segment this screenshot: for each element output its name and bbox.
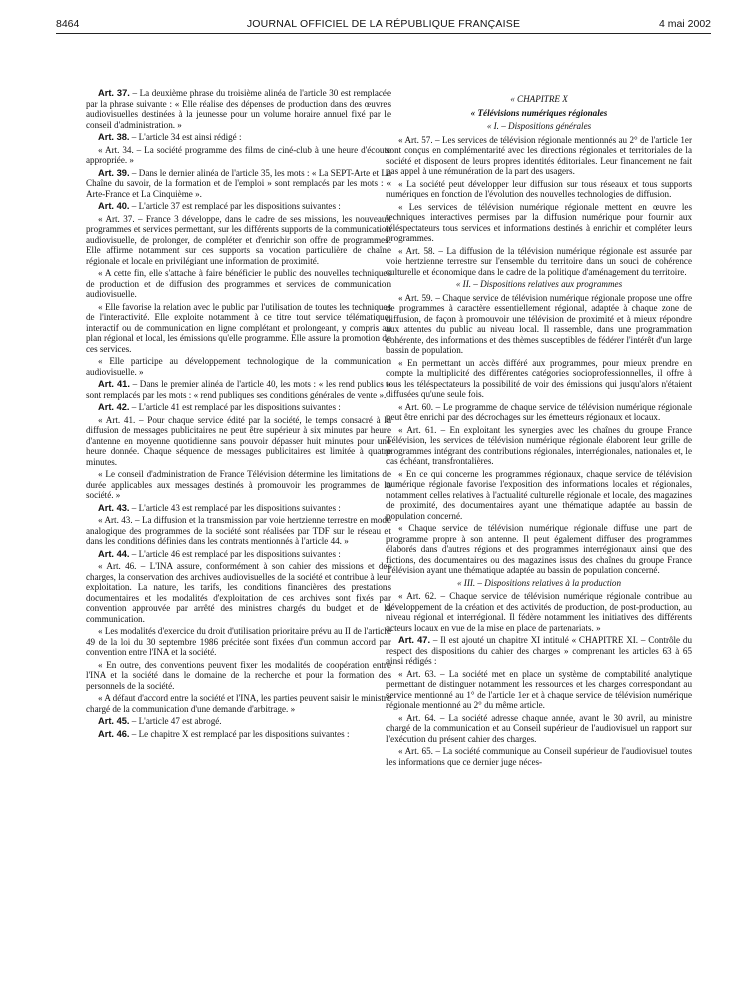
paragraph-text: – L'article 41 est remplacé par les dispositions suivantes :: [129, 402, 341, 412]
paragraph: [86, 729, 391, 740]
paragraph-text: « A cette fin, elle s'attache à faire bénéficier le public des nouvelles techniques de production et de diffusion des programmes et services de communication audiovisuelle.: [86, 268, 391, 299]
article-number: Art. 40.: [98, 201, 130, 211]
paragraph-text: – L'article 46 est remplacé par les dispositions suivantes :: [129, 548, 341, 559]
paragraph: [386, 293, 692, 356]
paragraph-text: « Art. 62. – Chaque service de télévision numérique régionale contribue au développement de la création et des activités de production, de post-production, au niveau régional et interrégional. Il fédère notamment les initiatives des différents acteurs locaux en vue de la mise en place de partenariats. »: [386, 591, 692, 633]
paragraph: [86, 302, 391, 355]
section-heading: « III. – Dispositions relatives à la production: [456, 577, 621, 588]
article-number: Art. 44.: [98, 548, 130, 559]
article-number: Art. 37.: [98, 88, 130, 98]
paragraph: [86, 626, 391, 658]
paragraph-text: « Les modalités d'exercice du droit d'utilisation prioritaire prévu au II de l'article 49 de la loi du 30 septembre 1986 précitée sont fixées d'un commun accord par convention entre l'INA et la société.: [86, 626, 391, 657]
paragraph-text: « Art. 60. – Le programme de chaque service de télévision numérique régionale peut être enrichi par des décrochages sur les émetteurs régionaux et locaux.: [386, 401, 692, 422]
paragraph-text: – Dans le dernier alinéa de l'article 35, les mots : « La SEPT-Arte et La Chaîne du savoir, de la formation et de l'emploi » sont remplacés par les mots : « Arte-France et La Cinquième ».: [86, 167, 391, 199]
paragraph: [86, 356, 391, 377]
paragraph: [386, 246, 692, 278]
paragraph-text: « Art. 65. – La société communique au Conseil supérieur de l'audiovisuel toutes les informations que ce dernier juge néces-: [386, 746, 692, 767]
paragraph: [86, 469, 391, 501]
paragraph-text: « A défaut d'accord entre la société et l'INA, les parties peuvent saisir le ministre chargé de la communication d'une demande d'arbitrage. »: [86, 693, 391, 714]
section-heading: « I. – Dispositions générales: [486, 121, 592, 131]
section-heading: « II. – Dispositions relatives aux programmes: [455, 279, 623, 289]
article-number: Art. 41.: [98, 379, 130, 389]
paragraph: [86, 145, 391, 166]
paragraph-text: – L'article 47 est abrogé.: [129, 716, 222, 726]
paragraph-text: « Art. 37. – France 3 développe, dans le cadre de ses missions, les nouveaux programmes et services permettant, sur les différents supports de la communication audiovisuelle, de prolonger, de compléter et d'enrichir son offre de programmes. Elle affirme notamment sur ces supports sa vocation particulière de chaîne régionale et locale en privilégiant une information de proximité.: [86, 213, 391, 266]
left-column: [86, 88, 391, 741]
paragraph-text: « En ce qui concerne les programmes régionaux, chaque service de télévision numérique régionale favorise l'exposition des informations locales et régionales, notamment celles relatives à l'actualité culturelle régionale et locale, des magazines de proximité, des documentaires ayant une thématique adaptée au bassin de population concerné.: [386, 468, 692, 521]
paragraph: [86, 415, 391, 468]
paragraph-text: « Art. 57. – Les services de télévision régionale mentionnés au 2° de l'article 1er sont conçus en complémentarité avec les directions régionales et territoriales de la société et disposent de leurs propres identités éditoriales. Leur financement ne fait pas appel à une rémunération de la part des usagers.: [386, 134, 692, 176]
paragraph: [386, 713, 692, 745]
publication-date: 4 mai 2002: [659, 18, 711, 30]
article-number: Art. 38.: [98, 132, 130, 142]
paragraph-text: « Art. 46. – L'INA assure, conformément à son cahier des missions et des charges, la conservation des archives audiovisuelles de la société et contribue à leur exploitation. La nature, les tarifs, les conditions financières des prestations documentaires et les modalités d'exploitation de ces archives sont fixés par convention approuvée par arrêté des ministres chargés du budget et de la communication.: [86, 561, 391, 624]
paragraph-text: – Le chapitre X est remplacé par les dispositions suivantes :: [129, 728, 350, 739]
paragraph: [86, 693, 391, 714]
paragraph: [86, 168, 391, 200]
paragraph: [86, 132, 391, 143]
paragraph-text: – L'article 43 est remplacé par les dispositions suivantes :: [129, 502, 341, 513]
paragraph-text: « Art. 59. – Chaque service de télévision numérique régionale propose une offre de programmes à caractère essentiellement régional, adaptée à chaque zone de diffusion, de façon à promouvoir une télévision de proximité et à mieux répondre aux attentes du public au niveau local. Il rassemble, dans une programmation cohérente, des informations et des thèmes susceptibles de fédérer l'intérêt d'un large bassin de population.: [386, 292, 692, 355]
right-column: [386, 92, 692, 769]
paragraph-text: « Elle participe au développement technologique de la communication audiovisuelle. »: [86, 356, 391, 377]
paragraph-text: « La société peut développer leur diffusion sur tous réseaux et tous supports numériques en fonction de l'évolution des nouvelles technologies de diffusion.: [386, 178, 692, 199]
paragraph-text: « Art. 64. – La société adresse chaque année, avant le 30 avril, au ministre chargé de la communication et au Conseil supérieur de l'audiovisuel un rapport sur l'exécution du présent cahier des charges.: [386, 712, 692, 744]
paragraph: [386, 669, 692, 711]
paragraph-text: – L'article 37 est remplacé par les dispositions suivantes :: [129, 201, 341, 211]
paragraph-text: « Art. 63. – La société met en place un système de comptabilité analytique permettant de distinguer notamment les ressources et les charges correspondant au service mentionné au 1° de l'article 1er et à chaque service de télévision numérique régionale mentionné au 2° du même article.: [386, 668, 692, 710]
paragraph: [86, 214, 391, 267]
paragraph: [86, 561, 391, 624]
paragraph-text: « Art. 58. – La diffusion de la télévision numérique régionale est assurée par voie hertzienne terrestre sur l'ensemble du territoire dans un souci de cohérence culturelle et économique dans le cadre de la politique d'aménagement du territoire.: [386, 245, 692, 277]
paragraph-text: « Le conseil d'administration de France Télévision détermine les limitations de durée applicables aux messages destinés à promouvoir les programmes de la société. »: [86, 469, 391, 500]
paragraph: [386, 635, 692, 667]
article-number: Art. 47.: [398, 635, 431, 645]
article-number: Art. 43.: [98, 502, 130, 513]
paragraph-text: « Art. 34. – La société programme des films de ciné-club à une heure d'écoute appropriée. »: [86, 144, 391, 165]
paragraph: [386, 523, 692, 576]
paragraph-text: « Chaque service de télévision numérique régionale diffuse une part de programme propre à son antenne. Il peut également diffuser des programmes élaborés dans d'autres régions et des programmes interrégionaux ainsi que des fictions, des documentaires ou des magazines issus des chaînes du groupe France Télévision ayant une thématique adaptée au bassin de population concerné.: [386, 523, 692, 575]
article-number: Art. 46.: [98, 728, 130, 739]
paragraph: [386, 135, 692, 177]
paragraph: [86, 549, 391, 560]
paragraph-text: « Les services de télévision numérique régionale mettent en œuvre les techniques interactives permises par la diffusion numérique pour fournir aux téléspectateurs tous services et informations destinés à enrichir et compléter leurs programmes.: [386, 201, 692, 243]
page-number: 8464: [56, 18, 80, 30]
paragraph-text: – La deuxième phrase du troisième alinéa de l'article 30 est remplacée par la phrase suivante : « Elle réalise des dépenses de production dans des œuvres audiovisuelles destinées à la jeunesse pour un volume horaire annuel fixé par le conseil d'administration. »: [86, 88, 391, 130]
paragraph: [86, 503, 391, 514]
paragraph-text: – L'article 34 est ainsi rédigé :: [129, 132, 242, 142]
paragraph: [86, 515, 391, 547]
paragraph-text: – Il est ajouté un chapitre XI intitulé « CHAPITRE XI. – Contrôle du respect des dispositions du cahier des charges » comprenant les articles 63 à 65 ainsi rédigés :: [386, 635, 692, 666]
article-number: Art. 39.: [98, 167, 130, 178]
paragraph-text: « En permettant un accès différé aux programmes, pour mieux prendre en compte la multiplicité des différentes catégories socioprofessionnelles, il offre à tous les téléspectateurs la possibilité de voir des émissions qui jusqu'alors n'étaient diffusées qu'une seule fois.: [386, 357, 692, 399]
paragraph-text: « Art. 41. – Pour chaque service édité par la société, le temps consacré à la diffusion de messages publicitaires ne peut être supérieur à six minutes par heure d'antenne en moyenne quotidienne sans pouvoir dépasser huit minutes pour une heure donnée. Chaque séquence de messages publicitaires est limitée à quatre minutes.: [86, 414, 391, 467]
paragraph: [386, 179, 692, 200]
article-number: Art. 45.: [98, 716, 130, 726]
paragraph: [386, 425, 692, 467]
paragraph: [86, 88, 391, 130]
section-heading: « Télévisions numériques régionales: [470, 107, 608, 118]
paragraph-text: « Art. 43. – La diffusion et la transmission par voie hertzienne terrestre en mode analogique des programmes de la société sont réalisées par TDF sur le réseau et dans les conditions définies dans les contrats mentionnés à l'article 44. »: [86, 515, 391, 546]
paragraph: [86, 716, 391, 727]
paragraph: [86, 402, 391, 413]
article-number: Art. 42.: [98, 402, 130, 412]
paragraph: [86, 660, 391, 692]
section-heading: « CHAPITRE X: [510, 94, 568, 104]
paragraph: [86, 379, 391, 400]
paragraph: [386, 746, 692, 767]
paragraph: [386, 469, 692, 522]
paragraph-text: « Art. 61. – En exploitant les synergies avec les chaînes du groupe France Télévision, les services de télévision numérique régionale élaborent leur grille de programmes intégrant des contributions régionales, interrégionales, nationales et, le cas échéant, transfrontalières.: [386, 424, 692, 466]
paragraph: [86, 268, 391, 300]
paragraph: [386, 202, 692, 244]
journal-title: JOURNAL OFFICIEL DE LA RÉPUBLIQUE FRANÇAISE: [246, 18, 521, 30]
paragraph: [386, 591, 692, 633]
paragraph: [86, 201, 391, 212]
paragraph-text: – Dans le premier alinéa de l'article 40, les mots : « les rend publics » sont remplacés par les mots : « rend publiques ses conditions générales de vente ».: [86, 379, 391, 400]
paragraph: [386, 358, 692, 400]
header-rule: [56, 33, 711, 34]
paragraph-text: « En outre, des conventions peuvent fixer les modalités de coopération entre l'INA et la société dans le domaine de la recherche et pour la formation des personnels de la société.: [86, 659, 391, 691]
paragraph-text: « Elle favorise la relation avec le public par l'utilisation de toutes les techniques de l'interactivité. Elle exploite notamment à ce titre tout service télématique, interactif ou de communication en ligne complétant et prolongeant, y compris au plan régional et local, les émissions qu'elle programme. Elle assure la promotion de ces services.: [86, 301, 391, 354]
paragraph: [386, 402, 692, 423]
